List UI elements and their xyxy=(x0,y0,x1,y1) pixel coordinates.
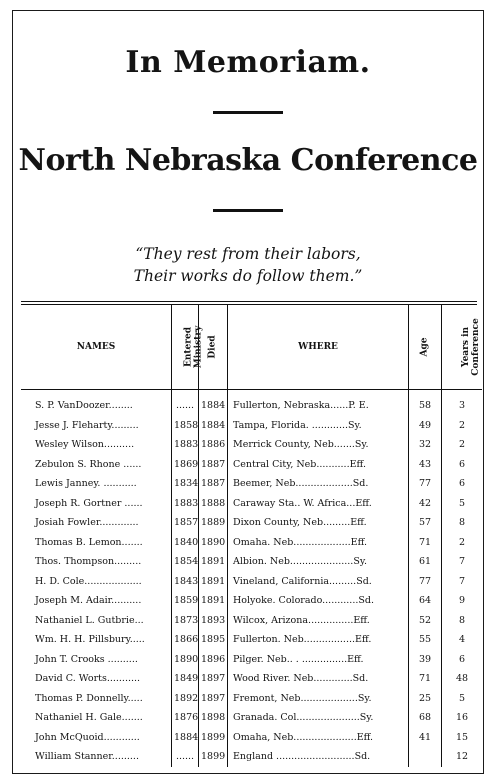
cell-age: 52 xyxy=(409,611,442,631)
cell-died: 1884 xyxy=(199,390,228,416)
cell-died: 1898 xyxy=(199,708,228,728)
cell-years: 6 xyxy=(442,474,483,494)
memorial-page xyxy=(12,10,484,774)
table-row xyxy=(21,435,482,455)
cell-years: 8 xyxy=(442,611,483,631)
memorial-table-wrap xyxy=(21,301,481,767)
cell-died: 1899 xyxy=(199,747,228,767)
cell-where: Central City, Neb...........Eff. xyxy=(228,455,409,475)
col-died: Died xyxy=(199,305,228,390)
cell-age: 32 xyxy=(409,435,442,455)
cell-died: 1897 xyxy=(199,689,228,709)
cell-entered: ...... xyxy=(172,390,199,416)
cell-where: Tampa, Florida. ............Sy. xyxy=(228,416,409,436)
cell-name: Joseph R. Gortner ...... xyxy=(35,497,143,509)
col-where: WHERE xyxy=(228,305,409,390)
cell-where: Holyoke. Colorado............Sd. xyxy=(228,591,409,611)
table-row xyxy=(21,494,482,514)
table-row xyxy=(21,572,482,592)
cell-years: 5 xyxy=(442,494,483,514)
col-age: Age xyxy=(409,305,442,390)
cell-where: Wood River. Neb.............Sd. xyxy=(228,669,409,689)
cell-died: 1897 xyxy=(199,669,228,689)
cell-years: 12 xyxy=(442,747,483,767)
cell-age: 68 xyxy=(409,708,442,728)
page-title: In Memoriam. xyxy=(125,45,371,80)
table-row xyxy=(21,630,482,650)
cell-entered: 1869 xyxy=(172,455,199,475)
cell-died: 1886 xyxy=(199,435,228,455)
cell-entered: 1883 xyxy=(172,494,199,514)
table-row xyxy=(21,708,482,728)
cell-died: 1891 xyxy=(199,572,228,592)
cell-entered: 1890 xyxy=(172,650,199,670)
cell-entered: 1876 xyxy=(172,708,199,728)
conference-title: North Nebraska Conference xyxy=(18,143,478,178)
cell-age: 55 xyxy=(409,630,442,650)
cell-years: 7 xyxy=(442,552,483,572)
cell-entered: 1883 xyxy=(172,435,199,455)
cell-years: 48 xyxy=(442,669,483,689)
cell-entered: ...... xyxy=(172,747,199,767)
cell-age: 42 xyxy=(409,494,442,514)
cell-where: Fullerton. Neb.................Eff. xyxy=(228,630,409,650)
cell-name: David C. Worts........... xyxy=(35,673,141,685)
cell-name: Lewis Janney. ........... xyxy=(35,478,137,490)
cell-died: 1887 xyxy=(199,474,228,494)
cell-name: Thomas P. Donnelly..... xyxy=(35,692,143,704)
table-header-row xyxy=(21,305,482,390)
table-row xyxy=(21,591,482,611)
table-row xyxy=(21,669,482,689)
quote-line-1: “They rest from their labors, xyxy=(135,245,361,263)
cell-where: Pilger. Neb.. . ...............Eff. xyxy=(228,650,409,670)
cell-age: 71 xyxy=(409,533,442,553)
col-years-in-conference: Years in Conference xyxy=(442,305,483,390)
cell-entered: 1857 xyxy=(172,513,199,533)
cell-name: Thomas B. Lemon....... xyxy=(35,536,143,548)
table-row xyxy=(21,474,482,494)
table-row xyxy=(21,747,482,767)
col-entered-ministry: Entered Ministry xyxy=(172,305,199,390)
cell-age: 77 xyxy=(409,474,442,494)
cell-died: 1884 xyxy=(199,416,228,436)
cell-name: Wesley Wilson.......... xyxy=(35,439,135,451)
cell-years: 8 xyxy=(442,513,483,533)
cell-age xyxy=(409,747,442,767)
cell-name: Joseph M. Adair.......... xyxy=(35,595,142,607)
memorial-table xyxy=(21,305,482,767)
cell-name: S. P. VanDoozer........ xyxy=(35,400,133,412)
cell-entered: 1873 xyxy=(172,611,199,631)
cell-years: 4 xyxy=(442,630,483,650)
cell-name: Thos. Thompson......... xyxy=(35,556,142,568)
divider xyxy=(213,209,283,212)
cell-years: 2 xyxy=(442,533,483,553)
table-row xyxy=(21,455,482,475)
cell-years: 15 xyxy=(442,728,483,748)
cell-name: William Stanner......... xyxy=(35,751,139,763)
cell-age: 25 xyxy=(409,689,442,709)
cell-where: England ..........................Sd. xyxy=(228,747,409,767)
cell-where: Fremont, Neb...................Sy. xyxy=(228,689,409,709)
cell-years: 16 xyxy=(442,708,483,728)
cell-entered: 1834 xyxy=(172,474,199,494)
cell-where: Omaha, Neb.....................Eff. xyxy=(228,728,409,748)
cell-died: 1891 xyxy=(199,552,228,572)
quote-line-2: Their works do follow them.” xyxy=(133,267,363,285)
cell-years: 7 xyxy=(442,572,483,592)
cell-died: 1890 xyxy=(199,533,228,553)
cell-name: Nathaniel L. Gutbrie... xyxy=(35,614,144,626)
table-row xyxy=(21,533,482,553)
cell-name: John T. Crooks .......... xyxy=(35,653,138,665)
cell-entered: 1840 xyxy=(172,533,199,553)
table-row xyxy=(21,728,482,748)
divider xyxy=(213,111,283,114)
cell-entered: 1892 xyxy=(172,689,199,709)
cell-age: 57 xyxy=(409,513,442,533)
cell-where: Fullerton, Nebraska......P. E. xyxy=(228,390,409,416)
cell-died: 1888 xyxy=(199,494,228,514)
cell-entered: 1859 xyxy=(172,591,199,611)
cell-died: 1893 xyxy=(199,611,228,631)
cell-entered: 1858 xyxy=(172,416,199,436)
cell-died: 1895 xyxy=(199,630,228,650)
table-row xyxy=(21,689,482,709)
cell-name: Zebulon S. Rhone ...... xyxy=(35,458,142,470)
cell-entered: 1866 xyxy=(172,630,199,650)
cell-years: 3 xyxy=(442,390,483,416)
table-row xyxy=(21,390,482,416)
cell-where: Dixon County, Neb.........Eff. xyxy=(228,513,409,533)
cell-where: Granada. Col.....................Sy. xyxy=(228,708,409,728)
cell-where: Caraway Sta.. W. Africa...Eff. xyxy=(228,494,409,514)
cell-entered: 1854 xyxy=(172,552,199,572)
cell-where: Wilcox, Arizona...............Eff. xyxy=(228,611,409,631)
cell-name: Jesse J. Fleharty......... xyxy=(35,419,139,431)
cell-name: Wm. H. H. Pillsbury..... xyxy=(35,634,145,646)
cell-died: 1891 xyxy=(199,591,228,611)
cell-years: 2 xyxy=(442,416,483,436)
table-row xyxy=(21,552,482,572)
cell-age: 58 xyxy=(409,390,442,416)
cell-age: 49 xyxy=(409,416,442,436)
cell-entered: 1843 xyxy=(172,572,199,592)
table-row xyxy=(21,650,482,670)
cell-years: 2 xyxy=(442,435,483,455)
table-row xyxy=(21,416,482,436)
cell-years: 5 xyxy=(442,689,483,709)
cell-where: Beemer, Neb...................Sd. xyxy=(228,474,409,494)
cell-name: John McQuoid............ xyxy=(35,731,140,743)
cell-age: 39 xyxy=(409,650,442,670)
cell-age: 43 xyxy=(409,455,442,475)
memorial-table-body xyxy=(21,390,482,767)
cell-name: Josiah Fowler............. xyxy=(35,517,139,529)
cell-name: Nathaniel H. Gale....... xyxy=(35,712,143,724)
table-row xyxy=(21,513,482,533)
cell-died: 1889 xyxy=(199,513,228,533)
cell-died: 1896 xyxy=(199,650,228,670)
col-names: NAMES xyxy=(21,305,172,390)
cell-years: 9 xyxy=(442,591,483,611)
cell-entered: 1849 xyxy=(172,669,199,689)
cell-age: 77 xyxy=(409,572,442,592)
cell-name: H. D. Cole................... xyxy=(35,575,142,587)
cell-age: 64 xyxy=(409,591,442,611)
cell-entered: 1884 xyxy=(172,728,199,748)
cell-where: Merrick County, Neb.......Sy. xyxy=(228,435,409,455)
cell-years: 6 xyxy=(442,455,483,475)
cell-where: Omaha. Neb...................Eff. xyxy=(228,533,409,553)
cell-where: Albion. Neb.....................Sy. xyxy=(228,552,409,572)
cell-died: 1887 xyxy=(199,455,228,475)
epitaph-quote xyxy=(13,243,483,287)
cell-age: 41 xyxy=(409,728,442,748)
cell-years: 6 xyxy=(442,650,483,670)
cell-died: 1899 xyxy=(199,728,228,748)
table-row xyxy=(21,611,482,631)
cell-age: 71 xyxy=(409,669,442,689)
cell-age: 61 xyxy=(409,552,442,572)
cell-where: Vineland, California.........Sd. xyxy=(228,572,409,592)
